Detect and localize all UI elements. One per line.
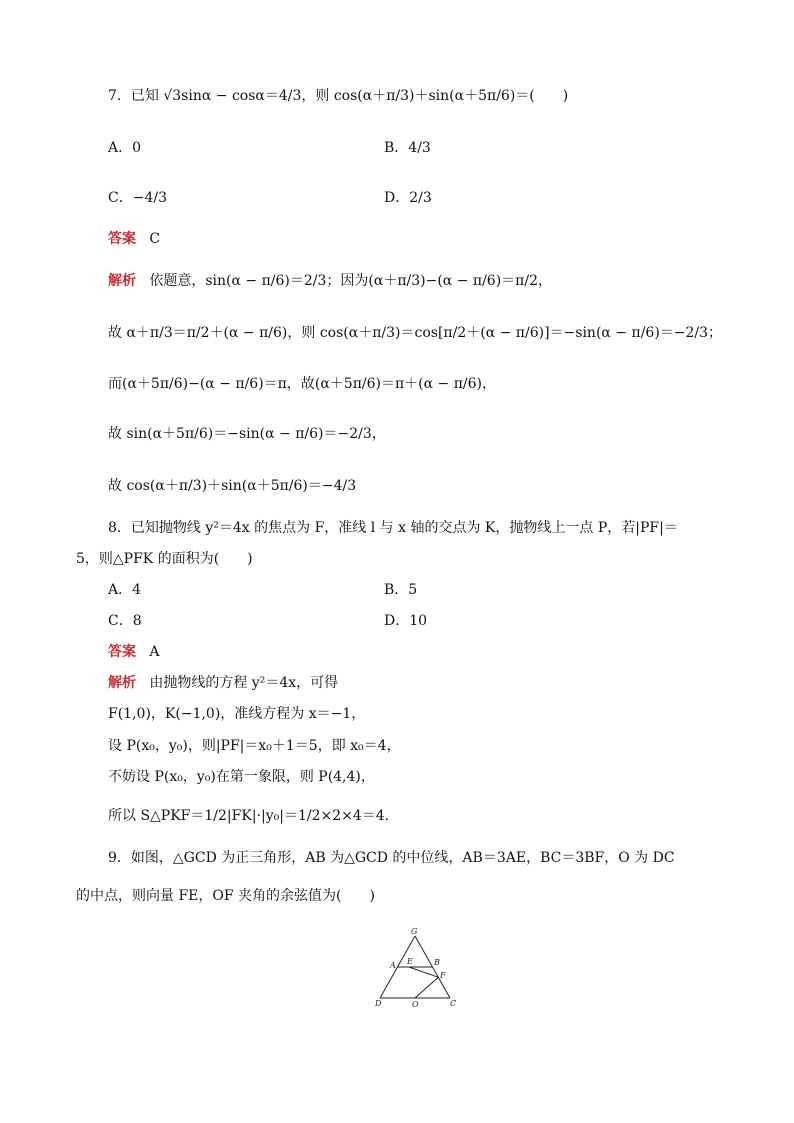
- label-d: D: [375, 999, 382, 1008]
- answer-value: C: [149, 231, 161, 247]
- label-f: F: [440, 971, 446, 980]
- q7-option-c: [108, 188, 167, 208]
- segment-of: [415, 977, 438, 998]
- label-c: C: [450, 999, 457, 1008]
- q7-analysis-line-4: 故 sin(α＋5π/6)＝−sin(α − π/6)＝−2/3，: [108, 426, 386, 442]
- analysis-label: 解析: [108, 675, 136, 691]
- option-label: A．: [108, 582, 133, 598]
- triangle-figure: [370, 928, 470, 1014]
- q7-option-d: [384, 188, 432, 208]
- option-label: B．: [384, 140, 409, 156]
- q7-analysis-line-2: 故 α＋π/3＝π/2＋(α − π/6)，则 cos(α＋π/3)＝cos[π/2＋(α − π/6)]＝−sin(α − π/6)＝−2/3；: [108, 325, 723, 341]
- q8-option-d: [384, 611, 427, 631]
- q8-analysis-line-2: F(1,0)，K(−1,0)，准线方程为 x＝−1，: [108, 706, 366, 722]
- q8-option-b: [384, 580, 417, 600]
- option-label: D．: [384, 190, 410, 206]
- answer-value: A: [149, 644, 160, 660]
- q8-option-c: [108, 611, 142, 631]
- q7-stem: 7．已知 √3sinα − cosα＝4/3，则 cos(α＋π/3)＋sin(α＋5π/6)＝( ): [108, 88, 569, 104]
- analysis-label: 解析: [108, 273, 136, 289]
- label-o: O: [412, 1000, 419, 1009]
- q9-stem-line-1: 9．如图，△GCD 为正三角形，AB 为△GCD 的中位线，AB＝3AE，BC＝3BF，O 为 DC: [108, 850, 675, 866]
- q8-stem-line-1: 8．已知抛物线 y²＝4x 的焦点为 F，准线 l 与 x 轴的交点为 K，抛物线上一点 P，若|PF|＝: [108, 520, 678, 536]
- q7-analysis-line-1: [108, 271, 552, 291]
- q8-analysis-line-1: [108, 673, 338, 693]
- option-value: 4: [132, 582, 142, 598]
- answer-label: 答案: [108, 644, 136, 660]
- option-label: D．: [384, 613, 410, 629]
- q8-option-a: [108, 580, 141, 600]
- analysis-text: 依题意，sin(α − π/6)＝2/3；因为(α＋π/3)−(α − π/6)＝π/2，: [149, 273, 552, 289]
- label-g: G: [411, 928, 418, 936]
- q8-analysis-line-4: 不妨设 P(x₀，y₀)在第一象限，则 P(4,4)，: [108, 769, 375, 785]
- option-value: 8: [132, 613, 142, 629]
- option-label: C．: [108, 190, 133, 206]
- option-value: 10: [409, 613, 428, 629]
- answer-label: 答案: [108, 231, 136, 247]
- option-value: 2/3: [409, 190, 432, 206]
- q7-analysis-line-3: 而(α＋5π/6)−(α − π/6)＝π，故(α＋5π/6)＝π＋(α − π/6)，: [108, 376, 497, 392]
- q8-stem-line-2: 5，则△PFK 的面积为( ): [76, 551, 253, 567]
- q8-answer: [108, 642, 159, 662]
- label-a: A: [390, 961, 396, 970]
- q7-answer: [108, 229, 160, 249]
- option-value: 4/3: [408, 140, 431, 156]
- q8-analysis-line-3: 设 P(x₀，y₀)，则|PF|＝x₀＋1＝5，即 x₀＝4，: [108, 738, 401, 754]
- option-value: 5: [408, 582, 418, 598]
- option-label: A．: [108, 140, 133, 156]
- option-label: C．: [108, 613, 133, 629]
- label-e: E: [407, 957, 413, 966]
- analysis-text: 由抛物线的方程 y²＝4x，可得: [149, 675, 339, 691]
- option-label: B．: [384, 582, 409, 598]
- q7-option-a: [108, 138, 141, 158]
- q7-option-b: [384, 138, 431, 158]
- label-b: B: [434, 958, 440, 967]
- option-value: 0: [132, 140, 142, 156]
- q8-analysis-line-5: 所以 S△PKF＝1/2|FK|·|y₀|＝1/2×2×4＝4.: [108, 808, 390, 824]
- q7-analysis-line-5: 故 cos(α＋π/3)＋sin(α＋5π/6)＝−4/3: [108, 478, 357, 494]
- q9-stem-line-2: 的中点，则向量 FE，OF 夹角的余弦值为( ): [76, 888, 375, 904]
- option-value: −4/3: [132, 190, 167, 206]
